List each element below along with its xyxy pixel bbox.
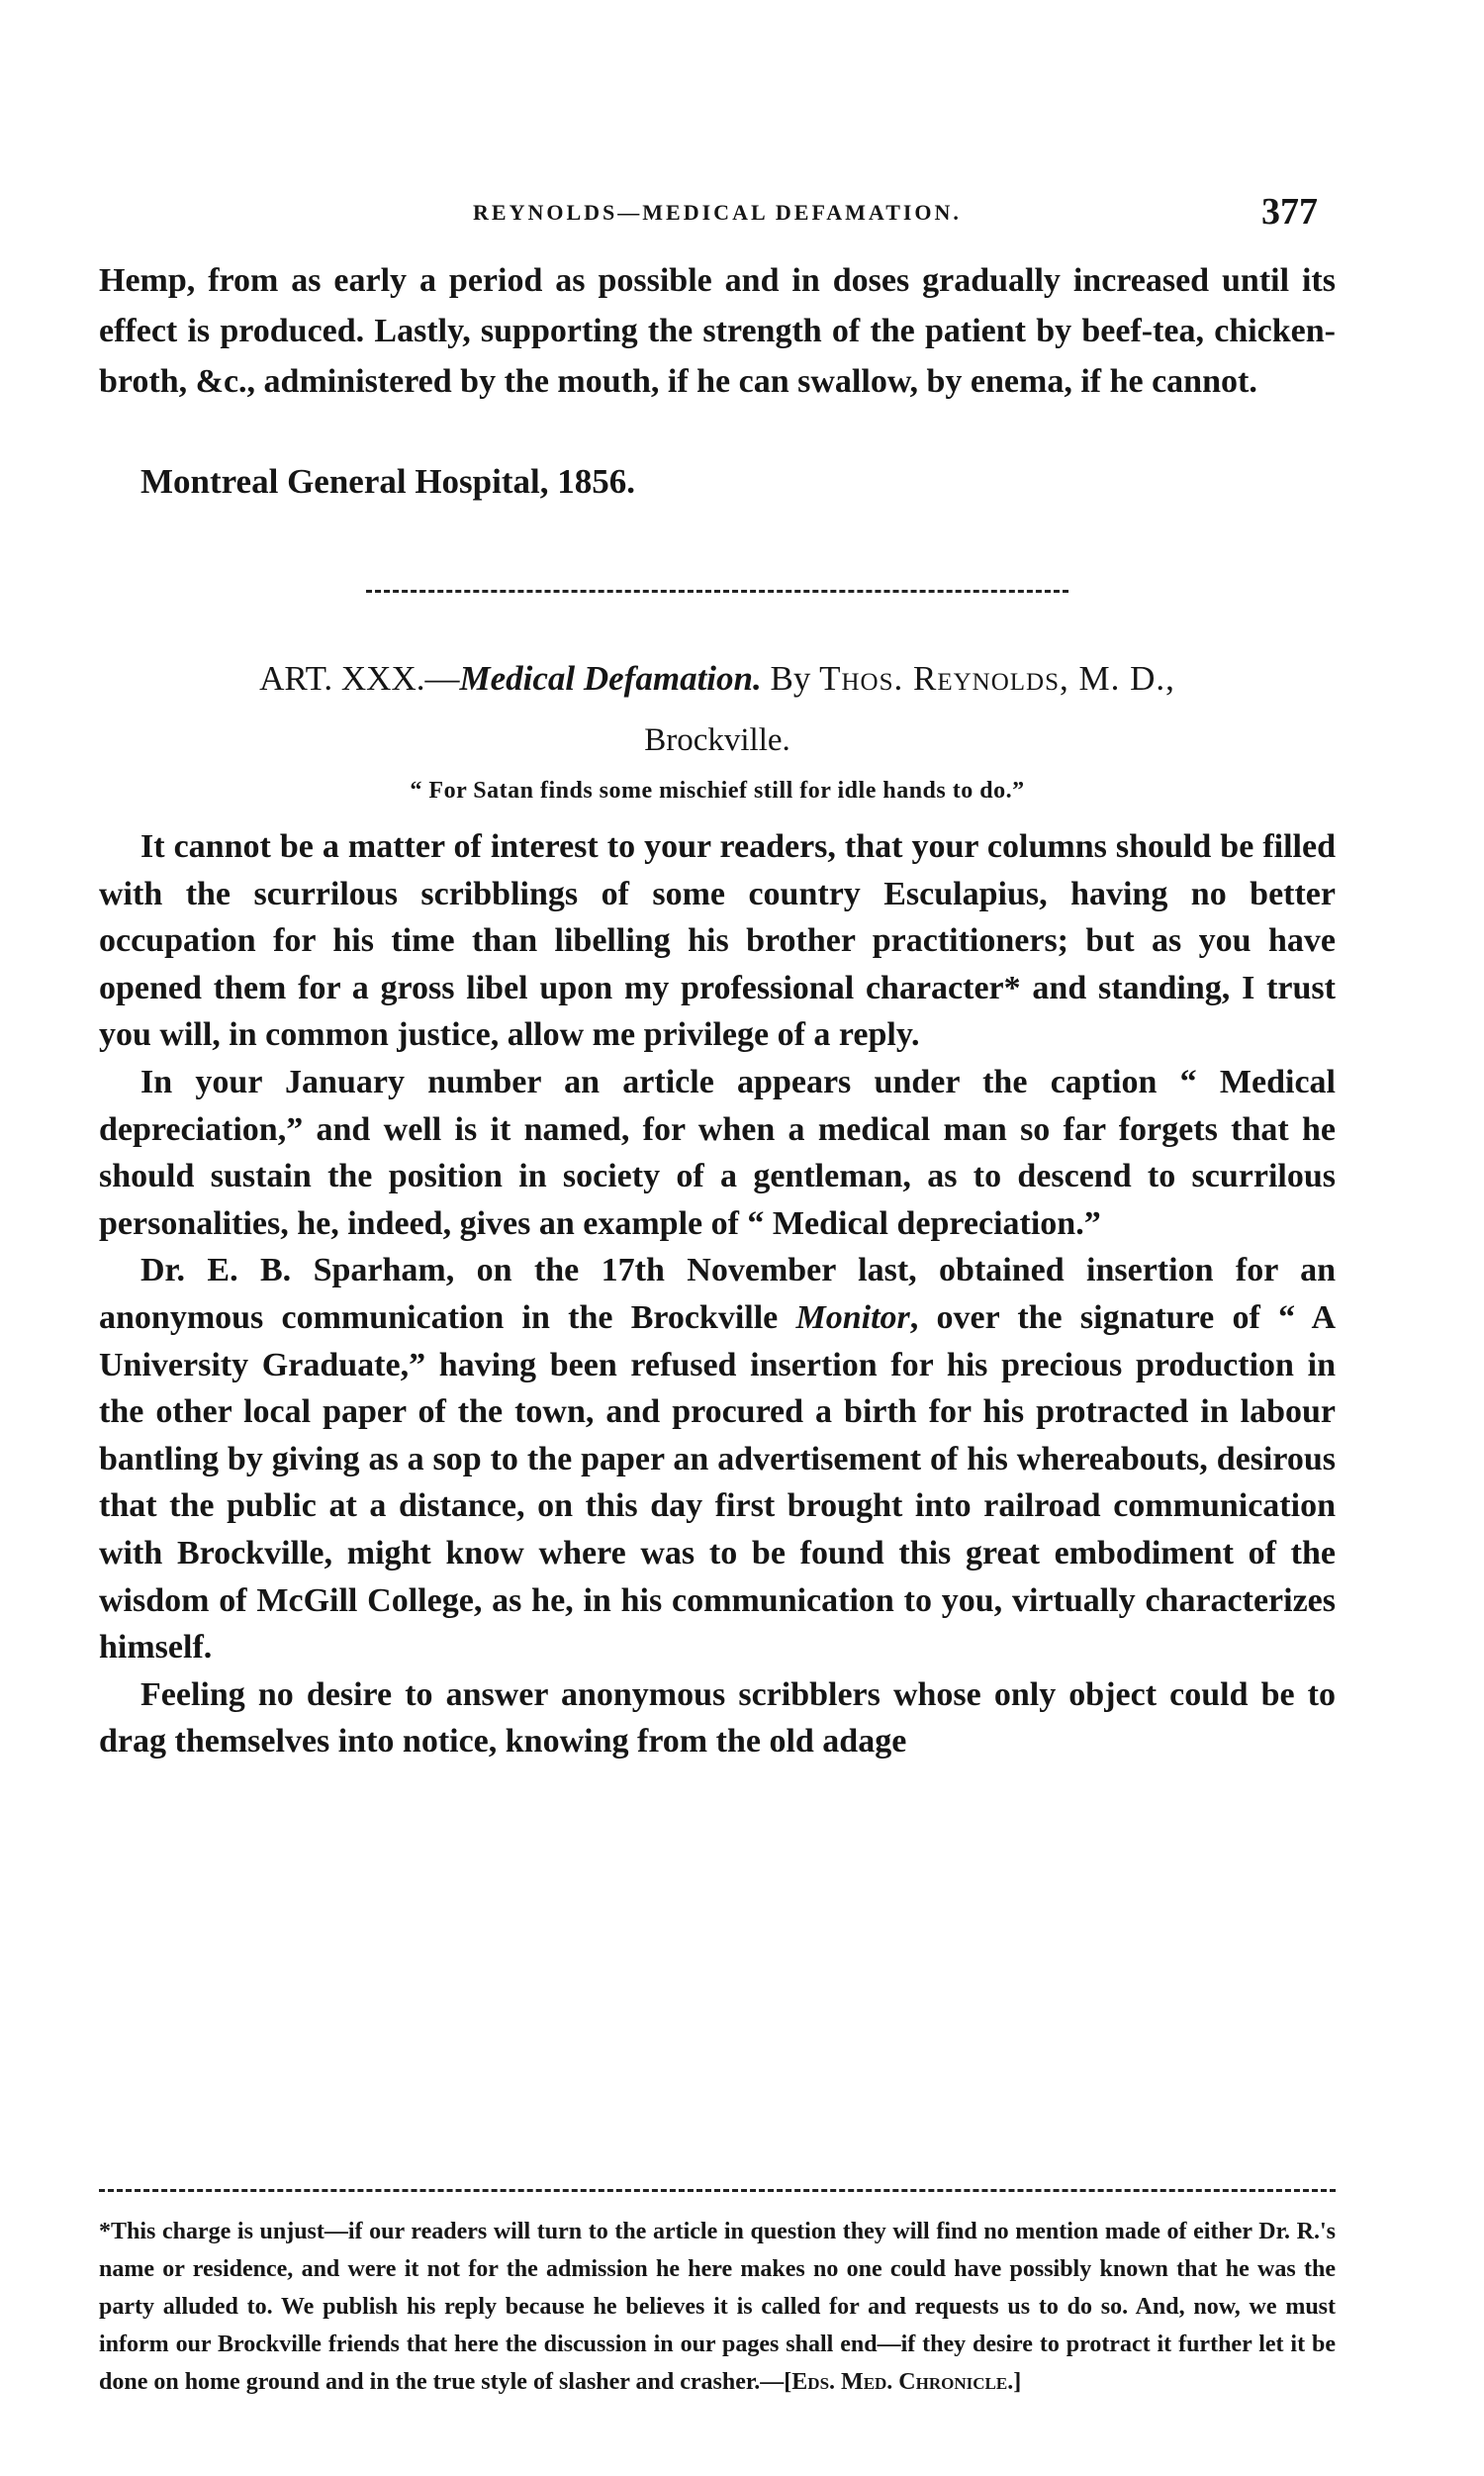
article-by: By (770, 659, 811, 698)
footnote-paragraph (99, 2213, 1336, 2401)
article-author: Thos. Reynolds, M. D., (819, 659, 1175, 698)
article-heading (99, 655, 1336, 703)
footnote (99, 2213, 1336, 2401)
footnote-close: ] (1013, 2369, 1022, 2395)
body-paragraph-3-start: Dr. E. B. Sparham, on the 17th November last, obtained insertion for an anonymous communication in the Brockville (99, 1252, 1336, 1336)
body-paragraph-3 (99, 1247, 1336, 1670)
footnote-signature: Eds. Med. Chronicle. (791, 2369, 1014, 2395)
section-divider (366, 590, 1068, 593)
opening-paragraph: Hemp, from as early a period as possible and in doses gradually increased until its effect is produced. Lastly, supporting the strength of the patient by beef-tea, chicken-broth, &c., administered by the mouth, if he can swallow, by enema, if he cannot. (99, 262, 1336, 400)
running-head: REYNOLDS—MEDICAL DEFAMATION. (473, 200, 962, 225)
footnote-divider (99, 2189, 1336, 2192)
monitor-title: Monitor (795, 1298, 910, 1336)
epigraph: “ For Satan finds some mischief still for idle hands to do.” (410, 778, 1025, 804)
opening-paragraph-block (99, 255, 1336, 407)
page-header (99, 190, 1336, 239)
body-paragraph-2: In your January number an article appears under the caption “ Medical depreciation,” and well is it named, for when a medical man so far forgets that he should sustain the position in society of a gentleman, as to descend to scurrilous personalities, he, indeed, gives an example of “ Medical depreciation.” (99, 1063, 1336, 1242)
article-place: Brockville. (644, 722, 790, 758)
article-label: ART. XXX.— (259, 659, 460, 698)
page-number: 377 (1261, 191, 1318, 233)
article-body (99, 823, 1336, 1765)
body-paragraph-1: It cannot be a matter of interest to your readers, that your columns should be filled with the scurrilous scribblings of some country Esculapius, having no better occupation for his time than libelling his brother practitioners; but as you have opened them for a gross libel upon my professional character* and standing, I trust you will, in common justice, allow me privilege of a reply. (99, 828, 1336, 1054)
body-paragraph-4: Feeling no desire to answer anonymous scribblers whose only object could be to drag themselves into notice, knowing from the old adage (99, 1675, 1336, 1761)
hospital-signoff: Montreal General Hospital, 1856. (140, 462, 635, 501)
article-title: Medical Defamation. (459, 659, 762, 698)
body-paragraph-3-end: , over the signature of “ A University Graduate,” having been refused insertion for his precious production in the other local paper of the town, and procured a birth for his protracted in labour bantling by giving as a sop to the paper an advertisement of his whereabouts, desirous that the public at a distance, on this day first brought into railroad communication with Brockville, might know where was to be found this great embodiment of the wisdom of McGill College, as he, in his communication to you, virtually characterizes himself. (99, 1298, 1336, 1667)
footnote-text: *This charge is unjust—if our readers will turn to the article in question they will find no mention made of either Dr. R.'s name or residence, and were it not for the admission he here makes no one could have possibly known that he was the party alluded to. We publish his reply because he believes it is called for and requests us to do so. And, now, we must inform our Brockville friends that here the discussion in our pages shall end—if they desire to protract it further let it be done on home ground and in the true style of slasher and crasher.—[ (99, 2219, 1336, 2395)
